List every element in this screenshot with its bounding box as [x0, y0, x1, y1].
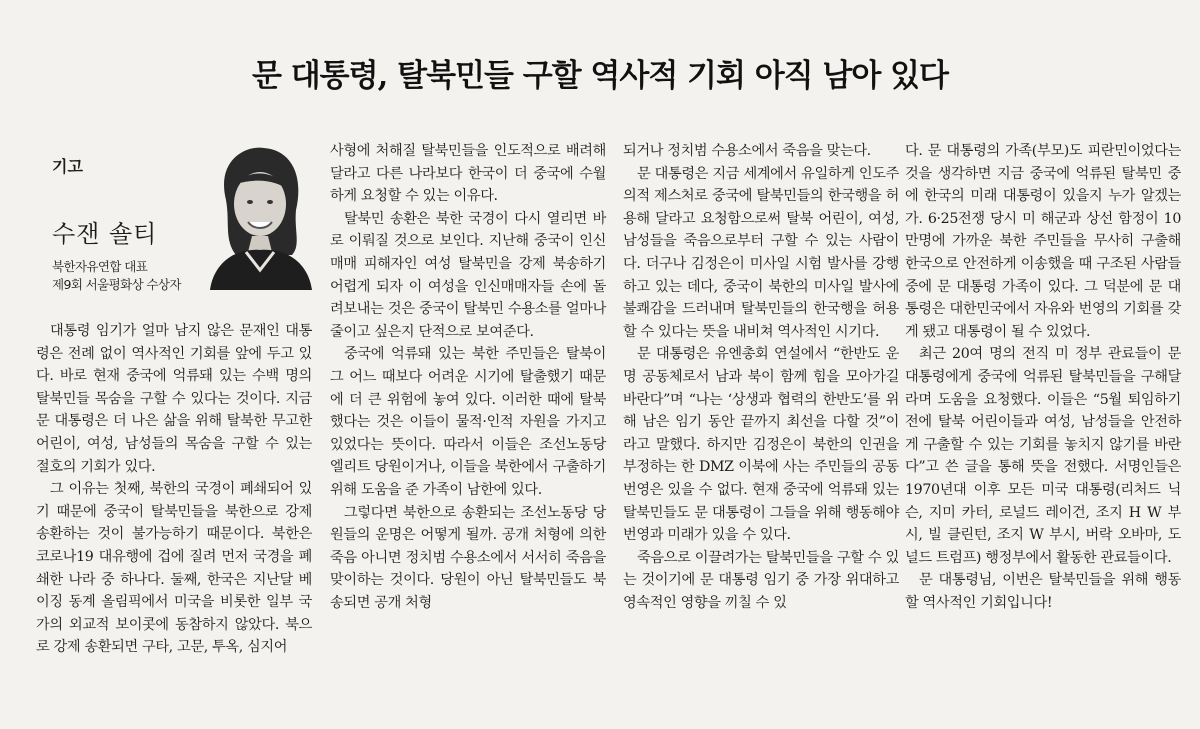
article-column-4 [905, 140, 1181, 614]
paragraph: 중국에 억류돼 있는 북한 주민들은 탈북이 그 어느 때보다 어려운 시기에 탈출했기 때문에 더 큰 위험에 놓여 있다. 이러한 때에 탈북했다는 것은 이들이 물적·인적 자원을 가지고 있었다는 뜻이다. 따라서 이들은 조선노동당 엘리트 당원이거나, 이들을 북한에서 구출하기 위해 도움을 준 가족이 남한에 있다. [330, 346, 606, 498]
author-title-line: 제9회 서울평화상 수상자 [52, 277, 181, 292]
article-headline: 문 대통령, 탈북민들 구할 역사적 기회 아직 남아 있다 [252, 58, 948, 94]
paragraph: 문 대통령님, 이번은 탈북민들을 위해 행동할 역사적인 기회입니다! [905, 572, 1181, 611]
author-block [36, 140, 312, 315]
paragraph: 사형에 처해질 탈북민들을 인도적으로 배려해달라고 다른 나라보다 한국이 더 중국에 수월하게 요청할 수 있는 이유다. [330, 143, 606, 205]
paragraph: 문 대통령은 지금 세계에서 유일하게 인도주의적 제스처로 중국에 탈북민들의 한국행을 허용해 달라고 요청함으로써 탈북 어린이, 여성, 남성들을 죽음으로부터 구할 수 있는 사람이다. 더구나 김정은이 미사일 시험 발사를 강행하고 있는 데다, 중국이 북한의 미사일 발사에 불쾌감을 드러내며 탈북민들의 한국행을 허용할 수 있다는 뜻을 내비쳐 역사적인 시기다. [623, 165, 899, 340]
paragraph: 대통령 임기가 얼마 남지 않은 문재인 대통령은 전례 없이 역사적인 기회를 앞에 두고 있다. 바로 현재 중국에 억류돼 있는 수백 명의 탈북민들 목숨을 구할 수 있다는 것이다. 지금 문 대통령은 더 나은 삶을 위해 탈북한 무고한 어린이, 여성, 남성들의 목숨을 구할 수 있는 절호의 기회가 있다. [36, 323, 312, 475]
author-portrait [196, 140, 312, 290]
author-title [52, 258, 181, 294]
paragraph: 그렇다면 북한으로 송환되는 조선노동당 당원들의 운명은 어떻게 될까. 공개 처형에 의한 죽음 아니면 정치범 수용소에서 서서히 죽음을 맞이하는 것이다. 당원이 아닌 탈북민들도 북송되면 공개 처형 [330, 504, 606, 611]
article-column-3 [623, 140, 899, 614]
author-title-line: 북한자유연합 대표 [52, 259, 148, 274]
article-column-1 [36, 320, 312, 659]
author-name: 수잰 숄티 [52, 220, 158, 248]
paragraph: 최근 20여 명의 전직 미 정부 관료들이 문 대통령에게 중국에 억류된 탈북민들을 구해달라며 도움을 요청했다. 이들은 “5월 퇴임하기 전에 탈북 어린이들과 여성, 남성들을 안전하게 구출할 수 있는 기회를 놓치지 않기를 바란다”고 쓴 글을 통해 뜻을 전했다. 서명인들은 1970년대 이후 모든 미국 대통령(리처드 닉슨, 지미 카터, 로널드 레이건, 조지 H W 부시, 빌 클린턴, 조지 W 부시, 버락 오바마, 도널드 트럼프) 행정부에서 활동한 관료들이다. [905, 346, 1181, 566]
paragraph: 그 이유는 첫째, 북한의 국경이 폐쇄되어 있기 때문에 중국이 탈북민들을 북한으로 강제 송환하는 것이 불가능하기 때문이다. 북한은 코로나19 대유행에 겁에 질려 먼저 국경을 폐쇄한 나라 중 하나다. 둘째, 한국은 지난달 베이징 동계 올림픽에서 미국을 비롯한 일부 국가의 외교적 보이콧에 동참하지 않았다. 북으로 강제 송환되면 구타, 고문, 투옥, 심지어 [36, 481, 312, 656]
article-column-2 [330, 140, 606, 614]
paragraph: 탈북민 송환은 북한 국경이 다시 열리면 바로 이뤄질 것으로 보인다. 지난해 중국이 인신매매 피해자인 여성 탈북민을 강제 북송하기 어렵게 되자 이 여성을 인신매매자들 손에 돌려보내는 것은 중국이 탈북민 수용소를 얼마나 줄이고 싶은지 단적으로 보여준다. [330, 210, 606, 340]
paragraph: 죽음으로 이끌려가는 탈북민들을 구할 수 있는 것이기에 문 대통령 임기 중 가장 위대하고 영속적인 영향을 끼칠 수 있 [623, 549, 899, 611]
paragraph: 문 대통령은 유엔총회 연설에서 “한반도 운명 공동체로서 남과 북이 함께 힘을 모아가길 바란다”며 “나는 ‘상생과 협력의 한반도’를 위해 남은 임기 동안 끝까지 최선을 다할 것”이라고 말했다. 하지만 김정은이 북한의 인권을 부정하는 한 DMZ 이북에 사는 주민들의 공동 번영은 있을 수 없다. 현재 중국에 억류돼 있는 탈북민들도 문 대통령이 그들을 위해 행동해야 번영과 미래가 있을 수 있다. [623, 346, 899, 544]
paragraph: 되거나 정치범 수용소에서 죽음을 맞는다. [623, 143, 871, 159]
paragraph: 다. 문 대통령의 가족(부모)도 피란민이었다는 것을 생각하면 지금 중국에 억류된 탈북민 중에 한국의 미래 대통령이 있을지 누가 알겠는가. 6·25전쟁 당시 미 해군과 상선 함정이 10만명에 가까운 북한 주민들을 무사히 구출해 한국으로 안전하게 이송했을 때 구조된 사람들 중에 문 대통령 가족이 있다. 그 덕분에 문 대통령은 대한민국에서 자유와 번영의 기회를 갖게 됐고 대통령이 될 수 있었다. [905, 143, 1181, 340]
section-label: 기고 [52, 157, 83, 176]
